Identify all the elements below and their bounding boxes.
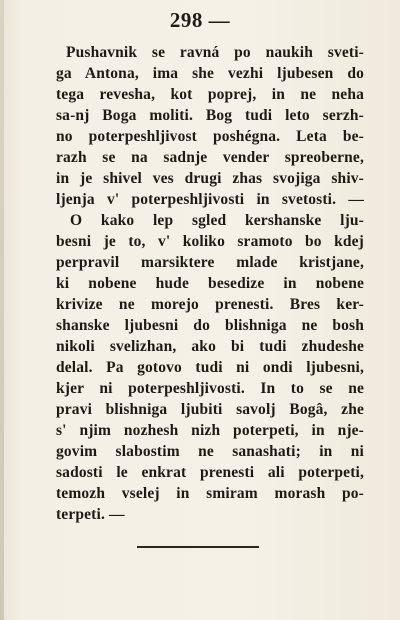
text-line: ga Antona, ima she vezhi ljubesen do — [56, 65, 364, 82]
text-line: O kako lep sgled kershanske lju- — [70, 212, 364, 229]
text-line: pravi blishniga ljubiti savolj Bogâ, zhe — [56, 401, 364, 418]
text-line: ljenja v' poterpeshljivosti in svetosti. — — [56, 191, 364, 208]
text-line: nikoli svelizhan, ako bi tudi zhudeshe — [56, 338, 364, 355]
text-line: temozh vselej in smiram morash po- — [56, 485, 364, 502]
text-line: sadosti le enkrat prenesti ali poterpeti, — [56, 464, 364, 481]
text-line: besni je to, v' koliko sramoto bo kdej — [56, 233, 364, 250]
text-line: razh se na sadnje vender spreoberne, — [56, 149, 364, 166]
text-line: kjer ni poterpeshljivosti. In to se ne — [56, 380, 364, 397]
text-line: shanske ljubesni do blishniga ne bosh — [56, 317, 364, 334]
page-number: 298 — — [169, 8, 231, 32]
end-rule-divider — [137, 546, 259, 548]
text-line: krivize ne morejo prenesti. Bres ker- — [56, 296, 364, 313]
text-line: govim slabostim ne sanashati; in ni — [56, 443, 364, 460]
text-line: in je shivel ves drugi zhas svojiga shiv- — [56, 170, 364, 187]
text-line: tega revesha, kot poprej, in ne neha — [56, 86, 364, 103]
text-line: terpeti. — — [56, 506, 125, 523]
page-text — [56, 42, 364, 525]
text-line: perpravil marsiktere mlade kristjane, — [56, 254, 364, 271]
page-gutter-edge — [0, 0, 4, 620]
text-line: sa-nj Boga moliti. Bog tudi leto serzh- — [56, 107, 364, 124]
text-line: ki nobene hude besedize in nobene — [56, 275, 364, 292]
text-line: delal. Pa gotovo tudi ni ondi ljubesni, — [56, 359, 364, 376]
text-line: no poterpeshljivost poshégna. Leta be- — [56, 128, 364, 145]
text-line: Pushavnik se ravná po naukih sveti- — [66, 44, 364, 61]
text-line: s' njim nozhesh nizh poterpeti, in nje- — [56, 422, 364, 439]
